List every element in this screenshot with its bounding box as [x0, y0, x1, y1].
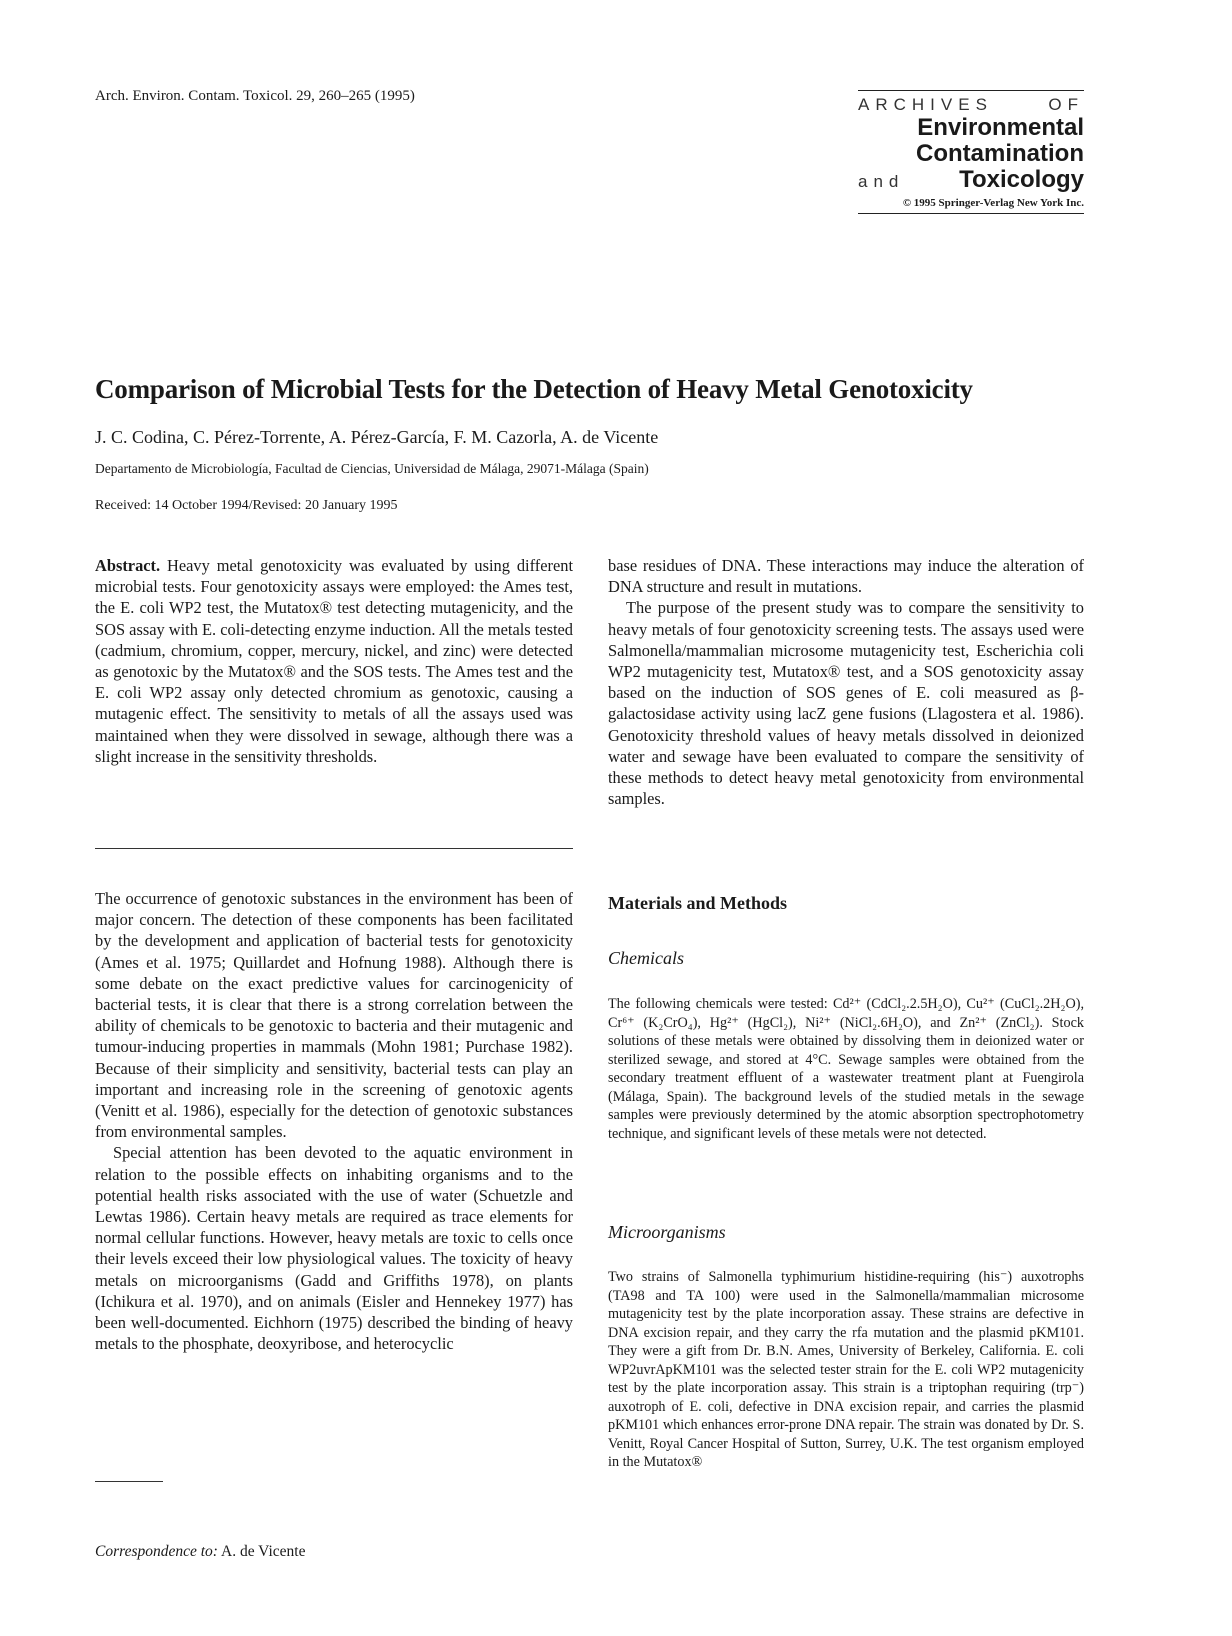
- footnote-name: A. de Vicente: [221, 1543, 306, 1560]
- received-dates: Received: 14 October 1994/Revised: 20 January 1995: [95, 498, 398, 513]
- intro-paragraph-2: Special attention has been devoted to the aquatic environment in relation to the possible effects on inhabiting organisms and to the potential health risks associated with the use of water (Schuetzle and Lewtas 1986). Certain heavy metals are required as trace elements for normal cellular functions. However, heavy metals are toxic to cells once their levels exceed their low physiological values. The toxicity of heavy metals on microorganisms (Gadd and Griffiths 1978), on plants (Ichikura et al. 1970), and on animals (Eisler and Hennekey 1977) has been well-documented. Eichhorn (1975) described the binding of heavy metals to the phosphate, deoxyribose, and heterocyclic: [95, 1143, 573, 1354]
- masthead-copyright: © 1995 Springer-Verlag New York Inc.: [858, 197, 1084, 214]
- chemicals-heading: Chemicals: [608, 948, 684, 968]
- microorganisms-heading: Microorganisms: [608, 1222, 726, 1242]
- abstract-label: Abstract.: [95, 556, 161, 575]
- masthead-and: and: [858, 172, 905, 191]
- paper-title: Comparison of Microbial Tests for the Detection of Heavy Metal Genotoxicity: [95, 374, 973, 404]
- materials-methods-heading: Materials and Methods: [608, 893, 787, 913]
- paper-affiliation: Departamento de Microbiología, Facultad de Ciencias, Universidad de Málaga, 29071-Málaga (Spain): [95, 461, 649, 476]
- introduction: [95, 888, 573, 1354]
- intro-paragraph-1: The occurrence of genotoxic substances in the environment has been of major concern. The detection of these components has been facilitated by the development and application of bacterial tests for genotoxicity (Ames et al. 1975; Quillardet and Hofnung 1988). Although there is some debate on the exact predictive values for carcinogenicity of bacterial tests, it is clear that there is a strong correlation between the ability of chemicals to be genotoxic to bacteria and their mutagenic and tumour-inducing properties in mammals (Mohn 1981; Purchase 1982). Because of their simplicity and sensitivity, bacterial tests can play an important and increasing role in the screening of genotoxic agents (Venitt et al. 1986), especially for the detection of genotoxic substances from environmental samples.: [95, 889, 573, 1142]
- right-paragraph-2: The purpose of the present study was to compare the sensitivity to heavy metals of four genotoxicity screening tests. The assays used were Salmonella/mammalian microsome mutagenicity test, Escherichia coli WP2 mutagenicity test, Mutatox® test, and a SOS genotoxicity assay based on the induction of SOS genes of E. coli measured as β-galactosidase activity using lacZ gene fusions (Llagostera et al. 1986). Genotoxicity threshold values of heavy metals dissolved in deionized water and sewage have been evaluated to compare the sensitivity of these methods to detect heavy metal genotoxicity from environmental samples.: [608, 598, 1084, 809]
- footnote-rule: [95, 1481, 163, 1482]
- abstract: [95, 555, 573, 767]
- right-column-intro: [608, 555, 1084, 809]
- correspondence-footnote: [95, 1543, 305, 1561]
- footnote-label: Correspondence to:: [95, 1543, 218, 1560]
- masthead-toxicology: Toxicology: [959, 166, 1084, 193]
- right-paragraph-1: base residues of DNA. These interactions may induce the alteration of DNA structure and result in mutations.: [608, 556, 1084, 597]
- chemicals-section: [608, 995, 1084, 1143]
- microorganisms-text: Two strains of Salmonella typhimurium histidine-requiring (his⁻) auxotrophs (TA98 and TA 100) were used in the Salmonella/mammalian microsome mutagenicity test by the plate incorporation assay. These strains are defective in DNA excision repair, and they carry the rfa mutation and the plasmid pKM101. They were a gift from Dr. B.N. Ames, University of Berkeley, California. E. coli WP2uvrApKM101 was the selected tester strain for the E. coli WP2 mutagenicity test by the plate incorporation assay. This strain is a triptophan requiring (trp⁻) auxotroph of E. coli, defective in DNA excision repair, and carries the plasmid pKM101 which enhances error-prone DNA repair. The strain was donated by Dr. S. Venitt, Royal Cancer Hospital of Sutton, Surrey, U.K. The test organism employed in the Mutatox®: [608, 1269, 1084, 1470]
- abstract-divider: [95, 848, 573, 849]
- masthead-rule: [858, 90, 1084, 91]
- masthead-archives: ARCHIVES OF: [858, 95, 1084, 114]
- paper-authors: J. C. Codina, C. Pérez-Torrente, A. Pérez-García, F. M. Cazorla, A. de Vicente: [95, 427, 659, 447]
- masthead-toxicology-line: [858, 167, 1084, 195]
- abstract-text: Heavy metal genotoxicity was evaluated by using different microbial tests. Four genotoxicity assays were employed: the Ames test, the E. coli WP2 test, the Mutatox® test detecting mutagenicity, and the SOS assay with E. coli-detecting enzyme induction. All the metals tested (cadmium, chromium, copper, mercury, nickel, and zinc) were detected as genotoxic by the Mutatox® and the SOS tests. The Ames test and the E. coli WP2 assay only detected chromium as genotoxic, causing a mutagenic effect. The sensitivity to metals of all the assays used was maintained when they were dissolved in sewage, although there was a slight increase in the sensitivity thresholds.: [95, 556, 573, 766]
- masthead-contamination: Contamination: [916, 140, 1084, 167]
- microorganisms-section: [608, 1268, 1084, 1472]
- journal-masthead: [858, 90, 1084, 214]
- chemicals-text: The following chemicals were tested: Cd²⁺ (CdCl₂.2.5H₂O), Cu²⁺ (CuCl₂.2H₂O), Cr⁶⁺ (K₂CrO₄), Hg²⁺ (HgCl₂), Ni²⁺ (NiCl₂.6H₂O), and Zn²⁺ (ZnCl₂). Stock solutions of these metals were obtained by dissolving them in deionized water or sterilized sewage, and stored at 4°C. Sewage samples were obtained from the secondary treatment effluent of a wastewater treatment plant at Fuengirola (Málaga, Spain). The background levels of the studied metals in the sewage samples were previously determined by the atomic absorption spectrophotometry technique, and significant levels of these metals were not detected.: [608, 996, 1084, 1142]
- journal-citation: Arch. Environ. Contam. Toxicol. 29, 260–265 (1995): [95, 88, 415, 104]
- masthead-environmental: Environmental: [917, 114, 1084, 141]
